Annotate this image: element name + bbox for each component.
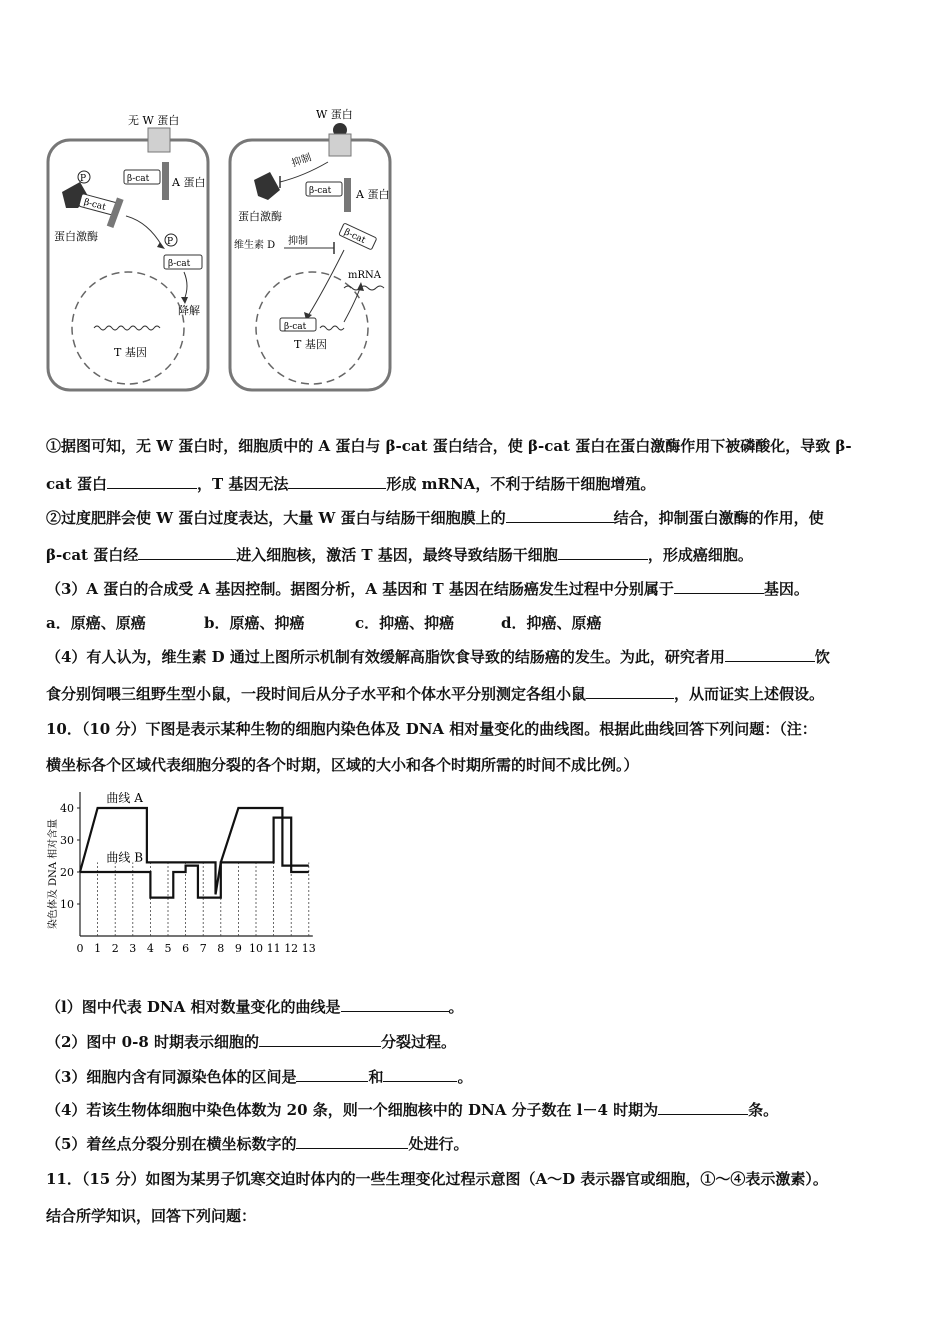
right-gene-label: T 基因 — [294, 338, 327, 351]
right-inhibit-label-2: 抑制 — [288, 236, 308, 247]
q10-q1-line — [46, 997, 464, 1017]
q10-q5-text-a: （5）着丝点分裂分别在横坐标数字的 — [46, 1135, 297, 1153]
q11-head-line1 — [46, 1169, 828, 1189]
q9-sub2-text-b1: β-cat 蛋白经 — [46, 546, 139, 564]
left-a-protein-bar — [162, 162, 169, 200]
chart-series-labels — [106, 790, 143, 864]
q10-q5-line — [46, 1134, 468, 1154]
option-d[interactable]: d．抑癌、原癌 — [501, 614, 602, 632]
left-gene-label: T 基因 — [114, 346, 147, 359]
right-bcat-label-1: β-cat — [309, 186, 332, 196]
chart-series-label-a: 曲线 A — [106, 791, 143, 805]
q9-part4-line1 — [46, 647, 830, 667]
q10-q2-text-b: 分裂过程。 — [380, 1033, 456, 1051]
answer-blank[interactable] — [138, 545, 236, 560]
q10-head-text-b: 横坐标各个区域代表细胞分裂的各个时期，区域的大小和各个时期所需的时间不成比例。） — [46, 756, 639, 774]
right-w-receptor — [329, 134, 351, 156]
q9-sub2-line1 — [46, 508, 824, 528]
q10-head-text-a: 10．（10 分）下图是表示某种生物的细胞内染色体及 DNA 相对量变化的曲线图。根据此曲线回答下列问题：（注： — [46, 720, 817, 738]
right-cell-outline — [230, 140, 390, 390]
q9-part3-line — [46, 579, 809, 599]
chart-x-tick-label: 11 — [266, 942, 281, 955]
answer-blank[interactable] — [383, 1067, 457, 1082]
left-p-label-1: P — [80, 174, 87, 184]
chart-ticks — [60, 802, 316, 955]
answer-blank[interactable] — [674, 579, 764, 594]
q9-part4-line2 — [46, 684, 824, 704]
answer-blank[interactable] — [558, 545, 648, 560]
q9-options-row — [46, 613, 602, 633]
q10-q3-text-a: （3）细胞内含有同源染色体的区间是 — [46, 1068, 297, 1086]
chart-x-tick-label: 5 — [164, 942, 172, 955]
right-a-protein-label: A 蛋白 — [356, 188, 390, 201]
q10-q1-text-b: 。 — [448, 998, 464, 1016]
right-a-protein-bar — [344, 178, 351, 212]
q10-q4-text-b: 条。 — [748, 1101, 779, 1119]
q10-q4-text-a: （4）若该生物体细胞中染色体数为 20 条，则一个细胞核中的 DNA 分子数在 l－4 时期为 — [46, 1101, 659, 1119]
q9-sub1-line1 — [46, 436, 852, 456]
q10-q3-text-b: 和 — [368, 1068, 384, 1086]
left-top-label: 无 W 蛋白 — [128, 114, 180, 127]
chart-series-label-b: 曲线 B — [106, 850, 144, 865]
chart-y-tick-label: 30 — [60, 834, 74, 847]
chart-y-tick-label: 20 — [60, 866, 74, 879]
answer-blank[interactable] — [288, 474, 386, 489]
q9-sub2-line2 — [46, 545, 753, 565]
right-bcat-label-3: β-cat — [284, 322, 307, 332]
cell-signaling-diagram — [44, 100, 396, 398]
q10-q4-line — [46, 1100, 778, 1120]
option-b[interactable]: b．原癌、抑癌 — [204, 614, 305, 632]
q9-sub2-text-b3: ，形成癌细胞。 — [647, 546, 753, 564]
q10-q5-text-b: 处进行。 — [408, 1135, 469, 1153]
q10-q2-text-a: （2）图中 0-8 时期表示细胞的 — [46, 1033, 259, 1051]
chart-x-tick-label: 2 — [111, 942, 119, 955]
left-p-label-2: P — [167, 237, 174, 247]
answer-blank[interactable] — [296, 1134, 408, 1149]
chart-x-tick-label: 1 — [94, 942, 102, 955]
answer-blank[interactable] — [506, 508, 614, 523]
answer-blank[interactable] — [296, 1067, 368, 1082]
option-c[interactable]: c．抑癌、抑癌 — [355, 614, 455, 632]
answer-blank[interactable] — [586, 684, 674, 699]
right-kinase-label: 蛋白激酶 — [238, 210, 282, 223]
left-bcat-label-2: β-cat — [82, 197, 107, 213]
q9-sub2-text-a1: ②过度肥胖会使 W 蛋白过度表达，大量 W 蛋白与结肠干细胞膜上的 — [46, 509, 506, 527]
chart-x-tick-label: 10 — [249, 942, 263, 955]
right-vitd-label: 维生素 D — [234, 240, 276, 251]
left-bcat-label-3: β-cat — [168, 259, 191, 269]
q9-part4-text-b1: 食分别饲喂三组野生型小鼠，一段时间后从分子水平和个体水平分别测定各组小鼠 — [46, 685, 587, 703]
chart-x-tick-label: 6 — [182, 942, 190, 955]
right-bcat-label-2: β-cat — [342, 227, 367, 246]
q10-q3-text-c: 。 — [457, 1068, 473, 1086]
q9-sub1-text-a: ①据图可知，无 W 蛋白时，细胞质中的 A 蛋白与 β-cat 蛋白结合，使 β-cat 蛋白在蛋白激酶作用下被磷酸化，导致 β- — [46, 437, 852, 455]
q9-sub1-text-b1: cat 蛋白 — [46, 475, 108, 493]
chart-x-tick-label: 4 — [146, 942, 154, 955]
q10-head-line1 — [46, 719, 817, 739]
answer-blank[interactable] — [658, 1100, 748, 1115]
right-mrna-label: mRNA — [348, 270, 381, 281]
chart-x-tick-label: 3 — [129, 942, 137, 955]
q9-sub1-line2 — [46, 474, 655, 494]
chart-x-tick-label: 13 — [301, 942, 316, 955]
q9-part3-text-2: 基因。 — [763, 580, 809, 598]
q10-q3-line — [46, 1067, 472, 1087]
left-bcat-label-1: β-cat — [127, 174, 150, 184]
right-top-label: W 蛋白 — [316, 108, 353, 121]
left-degrade-label: 降解 — [178, 304, 200, 317]
q11-head-text-b: 结合所学知识，回答下列问题： — [46, 1207, 257, 1225]
q10-q1-text-a: （l）图中代表 DNA 相对数量变化的曲线是 — [46, 998, 341, 1016]
chart-y-tick-label: 40 — [60, 802, 74, 815]
q9-part4-text-b2: ，从而证实上述假设。 — [674, 685, 825, 703]
chart-x-tick-label: 0 — [76, 942, 84, 955]
option-a[interactable]: a．原癌、原癌 — [46, 614, 146, 632]
chromosome-dna-chart — [44, 788, 364, 964]
q10-q2-line — [46, 1032, 456, 1052]
q9-sub1-text-b2: ，T 基因无法 — [197, 475, 289, 493]
chart-dashed-guides — [98, 862, 309, 936]
chart-x-tick-label: 12 — [284, 942, 299, 955]
q10-head-line2 — [46, 755, 639, 775]
q9-part3-text-1: （3）A 蛋白的合成受 A 基因控制。据图分析，A 基因和 T 基因在结肠癌发生过程中分别属于 — [46, 580, 674, 598]
chart-y-axis-label: 染色体及 DNA 相对含量 — [48, 818, 59, 930]
q9-sub2-text-b2: 进入细胞核，激活 T 基因，最终导致结肠干细胞 — [236, 546, 558, 564]
chart-x-tick-label: 7 — [199, 942, 207, 955]
left-w-receptor — [148, 128, 170, 152]
answer-blank[interactable] — [259, 1032, 381, 1047]
left-kinase-label: 蛋白激酶 — [54, 230, 98, 243]
q11-head-line2 — [46, 1206, 256, 1226]
chart-x-tick-label: 8 — [217, 942, 225, 955]
chart-x-tick-label: 9 — [234, 942, 242, 955]
q9-part4-text-a2: 饮 — [814, 648, 830, 666]
chart-y-tick-label: 10 — [60, 898, 74, 911]
right-inhibit-label-1: 抑制 — [290, 152, 313, 170]
q11-head-text-a: 11．（15 分）如图为某男子饥寒交迫时体内的一些生理变化过程示意图（A～D 表示器官或细胞，①～④表示激素）。 — [46, 1170, 828, 1188]
answer-blank[interactable] — [725, 647, 815, 662]
q9-sub2-text-a2: 结合，抑制蛋白激酶的作用，使 — [613, 509, 824, 527]
q9-sub1-text-b3: 形成 mRNA，不利于结肠干细胞增殖。 — [386, 475, 656, 493]
answer-blank[interactable] — [107, 474, 197, 489]
left-a-protein-label: A 蛋白 — [172, 176, 206, 189]
q9-part4-text-a1: （4）有人认为，维生素 D 通过上图所示机制有效缓解高脂饮食导致的结肠癌的发生。为此，研究者用 — [46, 648, 725, 666]
answer-blank[interactable] — [341, 997, 449, 1012]
